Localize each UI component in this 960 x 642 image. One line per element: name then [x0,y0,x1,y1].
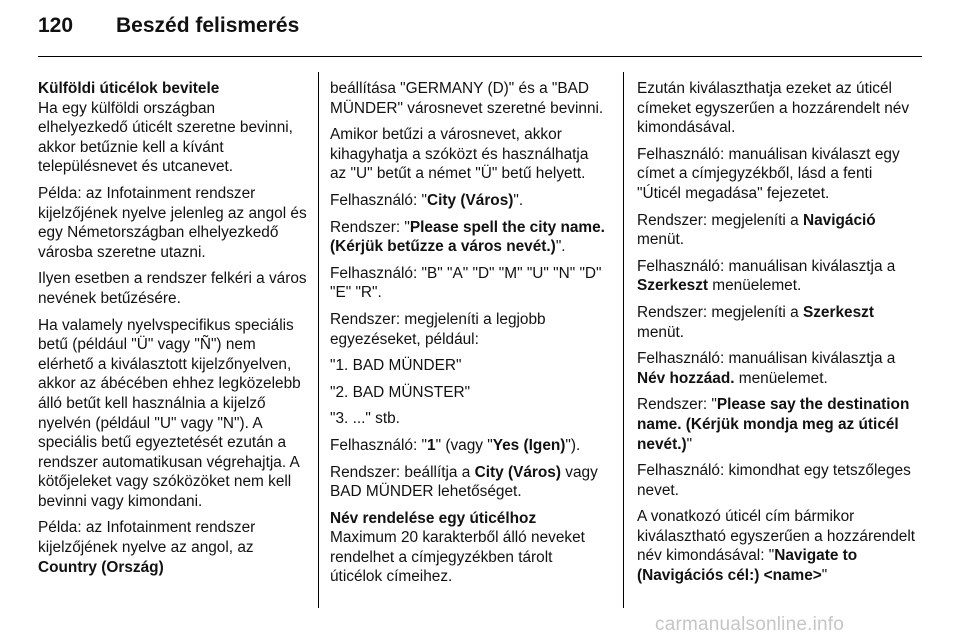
column-separator [623,72,624,608]
paragraph [637,257,917,296]
text: menüelemet. [734,369,828,387]
text: "). [565,436,581,454]
text: Felhasználó: " [330,191,428,209]
paragraph: Rendszer: megjeleníti a legjobb egyezéseket, például: [330,310,546,348]
header-rule [38,56,922,57]
paragraph: "3. ..." stb. [330,410,400,428]
paragraph: Ha valamely nyelvspecifikus speciális betű (például "Ü" vagy "Ñ") nem elérhető a kiválasztott kijelzőnyelven, akkor az ábécében ehhez legközelebb álló betűt kell használnia a kijelző nyelvén (például "U" vagy "N"). A speciális betű egyeztetését ezután a rendszer automatikusan végrehajtja. A kötőjeleket vagy szóközöket nem kell bevinni vagy kimondani. [38,316,301,510]
section-heading: Név rendelése egy úticélhoz [330,509,537,527]
paragraph: Felhasználó: kimondhat egy tetszőleges nevet. [637,462,911,499]
paragraph [637,211,917,250]
paragraph-text: Maximum 20 karakterből álló neveket rendelhet a címjegyzékben tárolt úticélok címeihez. [330,529,585,586]
bold-term: Yes (Igen) [492,436,566,454]
paragraph [637,507,917,585]
text: vagy BAD MÜNDER lehetőséget. [330,463,598,501]
paragraph: Példa: az Infotainment rendszer kijelzőjének nyelve jelenleg az angol és egy Németországban elhelyezkedő városba szeretne utazni. [38,184,307,261]
paragraph [330,509,606,587]
bold-term: Navigáció [802,211,876,229]
bold-term: 1 [427,436,436,454]
text: " (vagy " [435,436,493,454]
bold-term: Név hozzáad. [637,369,735,387]
text: Rendszer: megjeleníti a [637,303,803,321]
text: " [686,435,693,453]
watermark: carmanualsonline.info [655,614,845,635]
text: Rendszer: " [637,396,717,414]
bold-term: Szerkeszt [637,277,709,295]
paragraph [330,191,606,211]
paragraph [38,518,308,577]
bold-term: Please spell the city name. (Kérjük betűzze a város nevét.) [330,218,605,256]
text: ". [555,238,566,256]
paragraph [637,395,917,454]
bold-term: City (Város) [474,463,561,481]
column-3 [637,79,917,593]
text: Rendszer: beállítja a [330,463,475,481]
column-separator [318,72,319,608]
column-2 [330,79,606,594]
paragraph [330,436,606,456]
paragraph: "2. BAD MÜNSTER" [330,383,471,401]
paragraph [637,349,917,388]
text: Felhasználó: " [330,436,428,454]
page-title: Beszéd felismerés [116,14,300,37]
paragraph: Amikor betűzi a városnevet, akkor kihagyhatja a szóközt és használhatja az "U" betűt a német "Ü" betű helyett. [330,126,589,183]
paragraph: beállítása "GERMANY (D)" és a "BAD MÜNDER" városnevet szeretné bevinni. [330,80,604,117]
bold-term: Country (Ország) [38,558,164,576]
text: Felhasználó: manuálisan kiválasztja a [637,257,896,275]
paragraph: "1. BAD MÜNDER" [330,357,462,375]
paragraph [38,79,308,177]
paragraph: Felhasználó: "B" "A" "D" "M" "U" "N" "D" "E" "R". [330,264,602,302]
paragraph [637,303,917,342]
text: menüt. [637,323,685,341]
text: ". [513,191,524,209]
text: A vonatkozó úticél cím bármikor kiválasztható egyszerűen a hozzárendelt név kimondásával: " [637,508,916,565]
paragraph-text: Példa: az Infotainment rendszer kijelzőjének nyelve az angol, az [38,519,256,557]
paragraph-text: Ha egy külföldi országban elhelyezkedő úticélt szeretne bevinni, akkor betűznie kell a kívánt településnevet és utcanevet. [38,99,293,176]
paragraph [330,463,606,502]
text: " [821,567,828,585]
section-heading: Külföldi úticélok bevitele [38,80,220,97]
column-1 [38,79,308,584]
text: menüelemet. [708,277,802,295]
text: menüt. [637,231,685,249]
bold-term: Please say the destination name. (Kérjük mondja meg az úticél nevét.) [637,396,910,453]
paragraph: Ezután kiválaszthatja ezeket az úticél címeket egyszerűen a hozzárendelt név kimondásával. [637,80,910,137]
text: Rendszer: " [330,218,410,236]
bold-term: City (Város) [427,191,514,209]
bold-term: Szerkeszt [802,303,874,321]
bold-term: Navigate to (Navigációs cél:) <name> [637,547,858,585]
page-number: 120 [38,14,74,37]
paragraph: Felhasználó: manuálisan kiválaszt egy címet a címjegyzékből, lásd a fenti "Úticél megadása" fejezetet. [637,145,900,202]
paragraph [330,218,606,257]
text: Rendszer: megjeleníti a [637,211,803,229]
page-header [38,14,299,38]
paragraph: Ilyen esetben a rendszer felkéri a város nevének betűzésére. [38,270,307,307]
text: Felhasználó: manuálisan kiválasztja a [637,350,896,368]
